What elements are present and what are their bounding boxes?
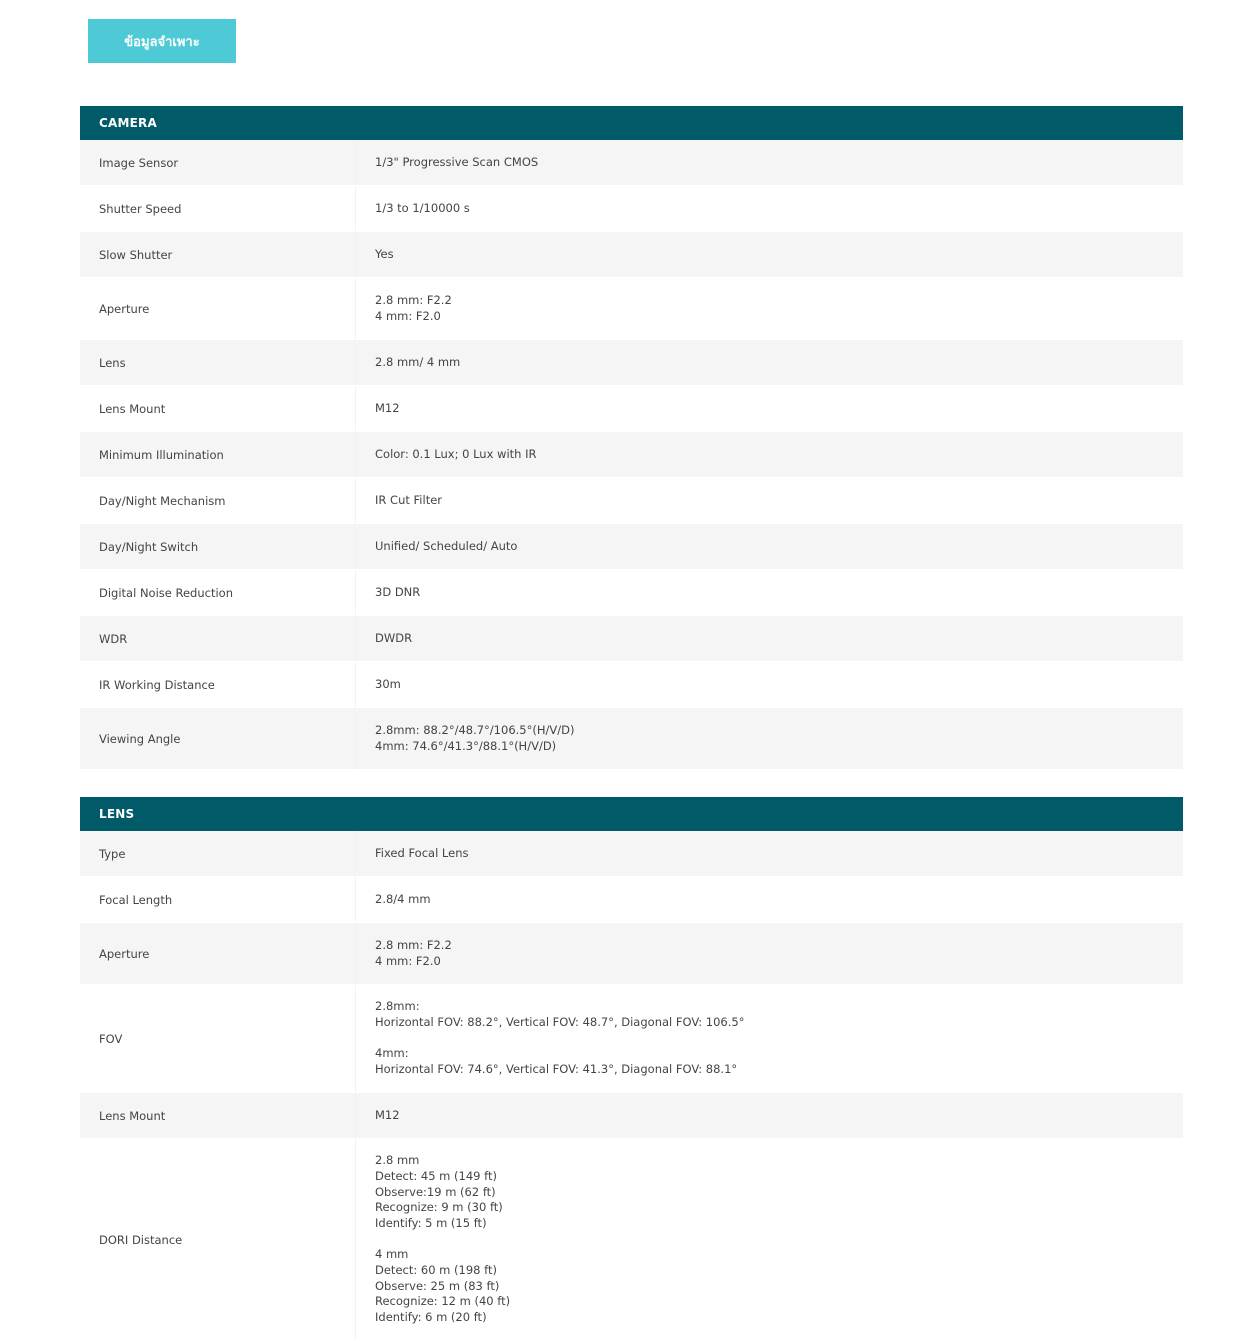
- spec-value-line: Unified/ Scheduled/ Auto: [375, 538, 518, 553]
- spec-value: [356, 570, 1183, 615]
- spec-label: Day/Night Mechanism: [80, 478, 356, 523]
- spec-row: [80, 140, 1183, 186]
- spec-value: [356, 524, 1183, 569]
- spec-row: [80, 1093, 1183, 1139]
- spec-value-line: Recognize: 12 m (40 ft): [375, 1294, 511, 1309]
- spec-value-line: Fixed Focal Lens: [375, 845, 469, 860]
- spec-value-line: Horizontal FOV: 74.6°, Vertical FOV: 41.3°, Diagonal FOV: 88.1°: [375, 1062, 738, 1077]
- spec-label: Day/Night Switch: [80, 524, 356, 569]
- spec-value-line: 4 mm: F2.0: [375, 308, 441, 323]
- spec-value-line: 4 mm: F2.0: [375, 953, 441, 968]
- spec-value-line: 4mm: 74.6°/41.3°/88.1°(H/V/D): [375, 738, 557, 753]
- spec-row: [80, 1139, 1183, 1341]
- spec-label: Aperture: [80, 923, 356, 984]
- spec-value-line: 2.8mm: 88.2°/48.7°/106.5°(H/V/D): [375, 722, 575, 737]
- spec-value: [356, 616, 1183, 661]
- spec-row: [80, 340, 1183, 386]
- spec-row: [80, 708, 1183, 770]
- spec-value-line: Color: 0.1 Lux; 0 Lux with IR: [375, 446, 537, 461]
- spec-section-camera: [80, 106, 1183, 770]
- spec-row: [80, 985, 1183, 1093]
- spec-row: [80, 432, 1183, 478]
- spec-value: [356, 923, 1183, 984]
- spec-label: Slow Shutter: [80, 232, 356, 277]
- spec-label: Lens: [80, 340, 356, 385]
- spec-value: [356, 140, 1183, 185]
- spec-value: [356, 662, 1183, 707]
- spec-value-line: 2.8mm:: [375, 999, 420, 1014]
- spec-label: FOV: [80, 985, 356, 1092]
- spec-row: [80, 186, 1183, 232]
- spec-section-lens: [80, 797, 1183, 1341]
- spec-value-line: 2.8 mm: F2.2: [375, 292, 452, 307]
- spec-value: [356, 831, 1183, 876]
- spec-value-spacer: [375, 1031, 1183, 1047]
- spec-value-line: Observe: 25 m (83 ft): [375, 1278, 500, 1293]
- spec-value-line: M12: [375, 1107, 400, 1122]
- spec-label: Focal Length: [80, 877, 356, 922]
- spec-value-spacer: [375, 1232, 1183, 1248]
- spec-row: [80, 232, 1183, 278]
- spec-row: [80, 524, 1183, 570]
- spec-value-line: 1/3" Progressive Scan CMOS: [375, 154, 539, 169]
- spec-label: Type: [80, 831, 356, 876]
- spec-row: [80, 662, 1183, 708]
- spec-row: [80, 570, 1183, 616]
- spec-value-line: 4 mm: [375, 1247, 409, 1262]
- spec-value-line: IR Cut Filter: [375, 492, 443, 507]
- spec-value: [356, 232, 1183, 277]
- spec-row: [80, 386, 1183, 432]
- spec-value: [356, 340, 1183, 385]
- section-header: LENS: [80, 797, 1183, 831]
- spec-rows: [80, 831, 1183, 1341]
- spec-value-line: 2.8 mm: [375, 1153, 420, 1168]
- spec-value-line: Detect: 45 m (149 ft): [375, 1168, 497, 1183]
- spec-value-line: Observe:19 m (62 ft): [375, 1184, 496, 1199]
- spec-value: [356, 478, 1183, 523]
- spec-row: [80, 877, 1183, 923]
- spec-row: [80, 478, 1183, 524]
- spec-value-line: M12: [375, 400, 400, 415]
- spec-value-line: Detect: 60 m (198 ft): [375, 1263, 497, 1278]
- spec-label: WDR: [80, 616, 356, 661]
- spec-label: Digital Noise Reduction: [80, 570, 356, 615]
- section-header: CAMERA: [80, 106, 1183, 140]
- spec-value-line: Identify: 5 m (15 ft): [375, 1215, 487, 1230]
- spec-value-line: Identify: 6 m (20 ft): [375, 1310, 487, 1325]
- spec-value-line: 2.8 mm/ 4 mm: [375, 354, 461, 369]
- spec-label: Lens Mount: [80, 386, 356, 431]
- spec-value-line: 2.8/4 mm: [375, 891, 431, 906]
- specifications-tab-button[interactable]: ข้อมูลจำเพาะ: [88, 19, 236, 63]
- spec-label: Lens Mount: [80, 1093, 356, 1138]
- spec-row: [80, 278, 1183, 340]
- spec-label: Minimum Illumination: [80, 432, 356, 477]
- spec-value-line: 2.8 mm: F2.2: [375, 937, 452, 952]
- spec-value-line: Horizontal FOV: 88.2°, Vertical FOV: 48.7°, Diagonal FOV: 106.5°: [375, 1014, 745, 1029]
- spec-value: [356, 432, 1183, 477]
- spec-label: Aperture: [80, 278, 356, 339]
- spec-value: [356, 1139, 1183, 1340]
- spec-row: [80, 616, 1183, 662]
- spec-value-line: 3D DNR: [375, 584, 421, 599]
- spec-value: [356, 877, 1183, 922]
- spec-value: [356, 278, 1183, 339]
- spec-value: [356, 708, 1183, 769]
- spec-value: [356, 985, 1183, 1092]
- spec-label: Viewing Angle: [80, 708, 356, 769]
- spec-label: Image Sensor: [80, 140, 356, 185]
- spec-label: IR Working Distance: [80, 662, 356, 707]
- spec-value: [356, 386, 1183, 431]
- spec-label: DORI Distance: [80, 1139, 356, 1340]
- spec-value-line: 30m: [375, 676, 401, 691]
- spec-value: [356, 186, 1183, 231]
- spec-rows: [80, 140, 1183, 770]
- spec-value-line: DWDR: [375, 630, 413, 645]
- spec-label: Shutter Speed: [80, 186, 356, 231]
- spec-value-line: 1/3 to 1/10000 s: [375, 200, 470, 215]
- spec-row: [80, 923, 1183, 985]
- spec-row: [80, 831, 1183, 877]
- spec-value-line: Recognize: 9 m (30 ft): [375, 1200, 503, 1215]
- spec-value: [356, 1093, 1183, 1138]
- spec-value-line: Yes: [375, 246, 394, 261]
- spec-value-line: 4mm:: [375, 1046, 409, 1061]
